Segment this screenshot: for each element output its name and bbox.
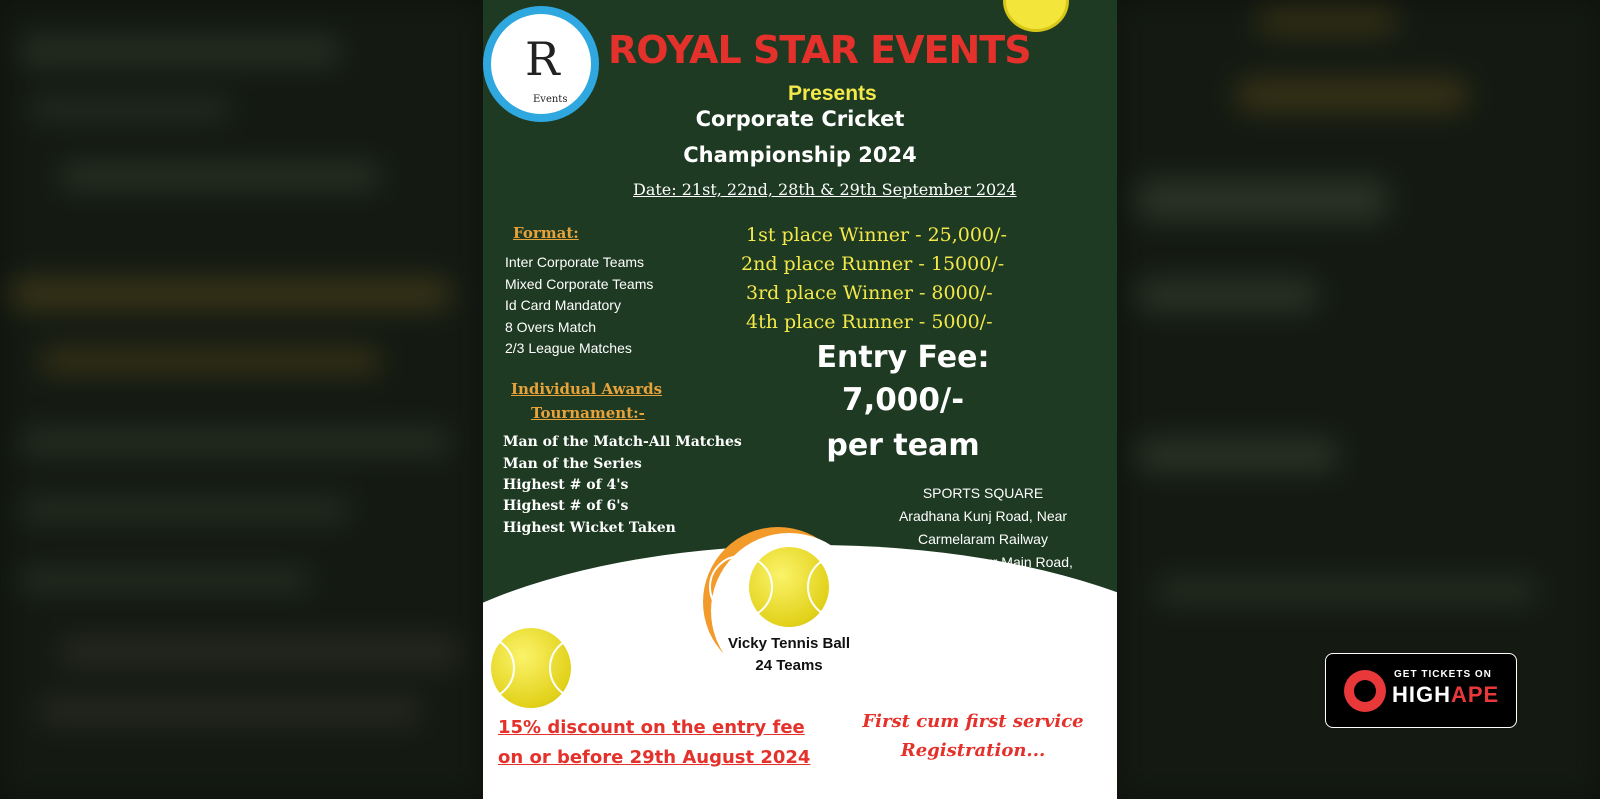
venue-line: Station, Sarjapur Main Road, [893, 554, 1073, 570]
event-name-line1: Corporate Cricket [695, 107, 905, 131]
badge-brand-part2: APE [1451, 682, 1500, 707]
prize-item: 1st place Winner - 25,000/- [746, 224, 1007, 246]
badge-brand [1392, 682, 1499, 708]
venue-line: Bengaluru, Karnataka [915, 577, 1051, 593]
tennis-ball-icon [491, 628, 571, 708]
award-item: Highest # of 6's [503, 498, 629, 514]
background-left [0, 0, 483, 799]
venue-address [868, 482, 1098, 620]
logo-text: Events [533, 94, 568, 105]
format-item: 8 Overs Match [505, 319, 597, 335]
award-item: Highest # of 4's [503, 477, 629, 493]
event-poster [483, 0, 1117, 799]
registration-line2: Registration... [900, 740, 1046, 761]
badge-brand-part1: HIGH [1392, 682, 1451, 707]
awards-heading-line1: Individual Awards [511, 380, 663, 398]
venue-line: 560035 [959, 600, 1007, 616]
royal-star-logo [491, 14, 591, 114]
venue-name: SPORTS SQUARE [922, 485, 1044, 501]
registration-line1: First cum first service [862, 711, 1084, 732]
award-item: Man of the Series [503, 456, 642, 472]
venue-line: Carmelaram Railway [918, 531, 1048, 547]
event-name-line2: Championship 2024 [683, 143, 917, 167]
discount-line1: 15% discount on the entry fee [498, 717, 805, 738]
entry-fee-amount: 7,000/- [841, 382, 965, 418]
prize-item: 4th place Runner - 5000/- [746, 311, 993, 333]
get-tickets-badge[interactable] [1325, 653, 1517, 728]
entry-fee-unit: per team [826, 428, 980, 463]
highape-logo-icon [1344, 670, 1386, 712]
entry-fee-label: Entry Fee: [816, 340, 990, 375]
discount-line2: on or before 29th August 2024 [498, 747, 811, 768]
tennis-ball-icon [749, 547, 829, 627]
prize-item: 3rd place Winner - 8000/- [746, 282, 993, 304]
ball-brand: Vicky Tennis Ball [728, 635, 850, 652]
format-item: Inter Corporate Teams [505, 254, 645, 270]
format-heading: Format: [513, 224, 579, 242]
badge-caption: GET TICKETS ON [1394, 669, 1492, 680]
format-item: 2/3 League Matches [505, 340, 632, 356]
venue-line: Aradhana Kunj Road, Near [898, 508, 1068, 524]
poster-title: ROYAL STAR EVENTS [608, 28, 1031, 72]
award-item: Highest Wicket Taken [503, 520, 676, 536]
teams-count: 24 Teams [755, 657, 823, 674]
event-date: Date: 21st, 22nd, 28th & 29th September 2024 [633, 180, 1017, 199]
awards-heading-line2: Tournament:- [531, 404, 645, 422]
award-item: Man of the Match-All Matches [503, 434, 742, 450]
presents-label: Presents [788, 82, 877, 105]
format-item: Mixed Corporate Teams [505, 276, 654, 292]
format-item: Id Card Mandatory [505, 297, 621, 313]
logo-letter: R [525, 32, 560, 86]
prize-item: 2nd place Runner - 15000/- [741, 253, 1005, 275]
